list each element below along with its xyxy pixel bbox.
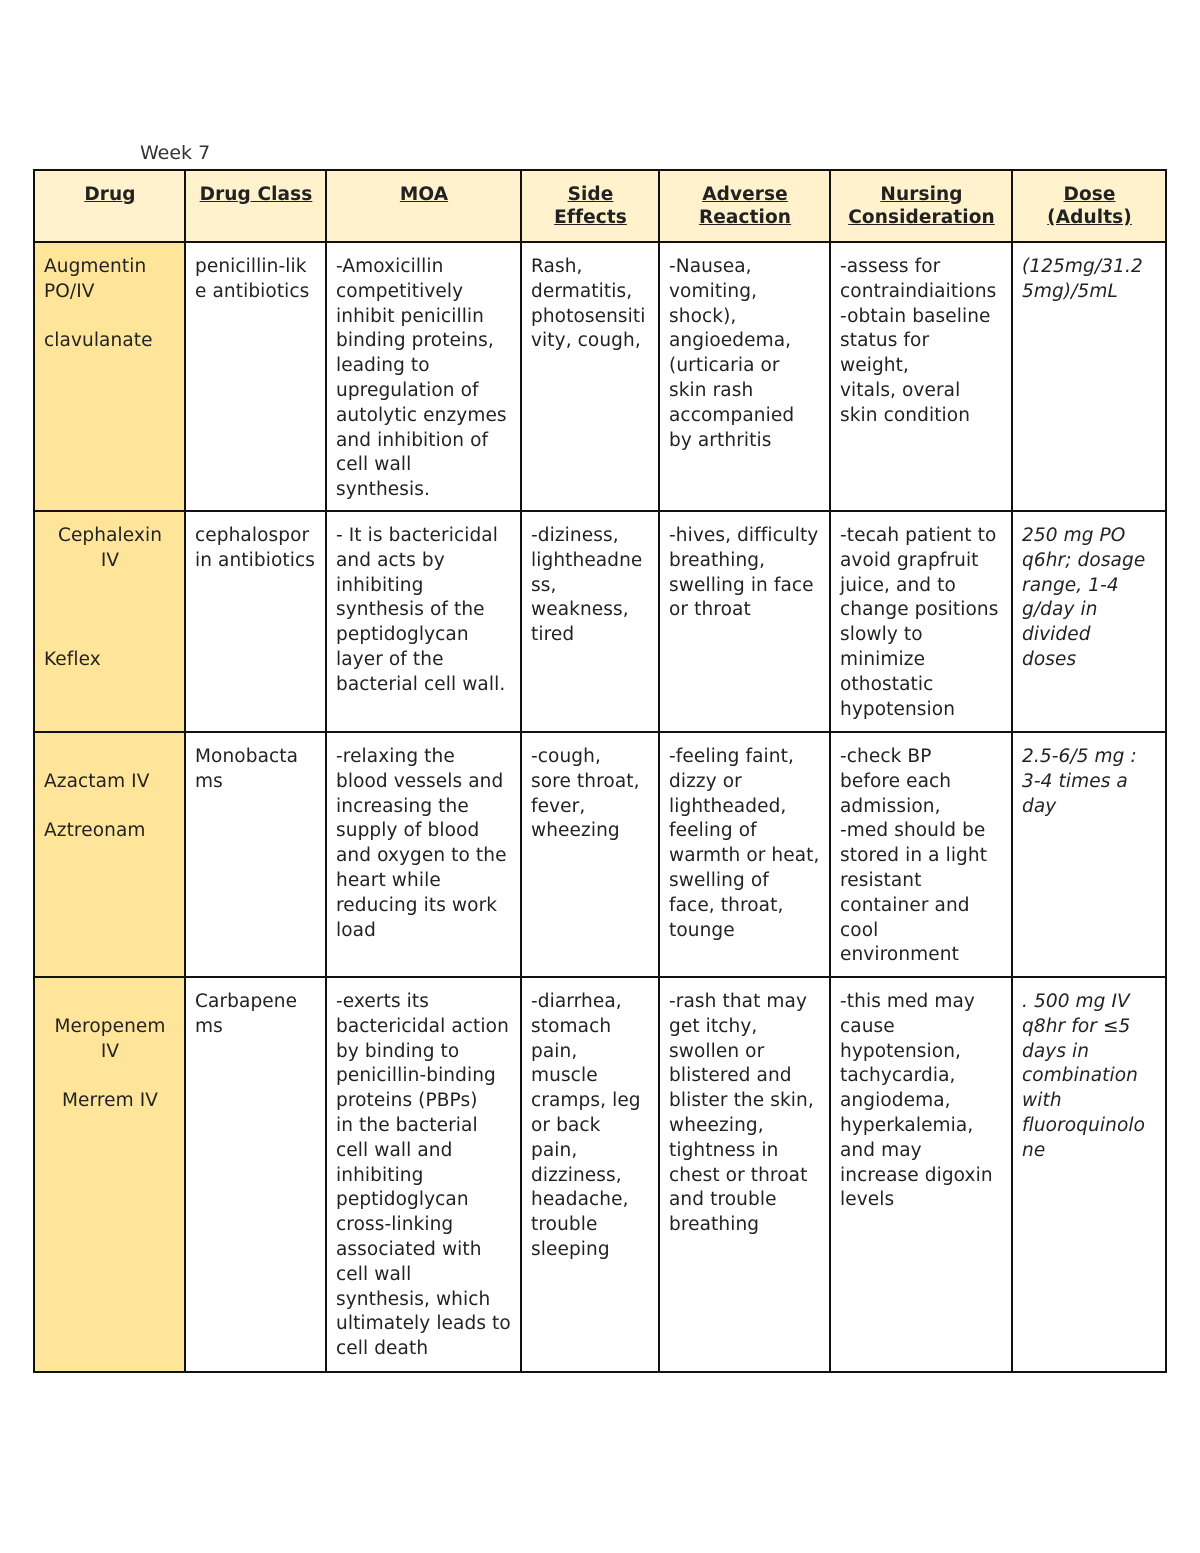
dose-cell: (125mg/31.2 5mg)/5mL (1012, 242, 1166, 511)
adverse-reaction-cell: -feeling faint, dizzy or lightheaded, feeling of warmth or heat, swelling of face, throat, tounge (659, 732, 830, 977)
header-nursing-consideration: Nursing Consideration (830, 170, 1012, 242)
table-header-row (34, 170, 1166, 242)
side-effects-cell: Rash, dermatitis, photosensiti vity, cough, (521, 242, 659, 511)
moa-cell: -Amoxicillin competitively inhibit penicillin binding proteins, leading to upregulation of autolytic enzymes and inhibition of cell wall synthesis. (326, 242, 521, 511)
side-effects-cell: -cough, sore throat, fever, wheezing (521, 732, 659, 977)
drug-table (33, 169, 1167, 1373)
table-row (34, 511, 1166, 732)
table-row (34, 242, 1166, 511)
drug-class-cell: Carbapene ms (185, 977, 326, 1372)
nursing-cell: -check BP before each admission, -med should be stored in a light resistant container and cool environment (830, 732, 1012, 977)
table-row (34, 977, 1166, 1372)
drug-class-cell: Monobacta ms (185, 732, 326, 977)
moa-cell: -exerts its bactericidal action by binding to penicillin-binding proteins (PBPs) in the bacterial cell wall and inhibiting peptidoglycan cross-linking associated with cell wall synthesis, which ultimately leads to cell death (326, 977, 521, 1372)
table-row (34, 732, 1166, 977)
header-side-effects: Side Effects (521, 170, 659, 242)
drug-cell: Augmentin PO/IV clavulanate (34, 242, 185, 511)
header-drug: Drug (34, 170, 185, 242)
moa-cell: -relaxing the blood vessels and increasing the supply of blood and oxygen to the heart while reducing its work load (326, 732, 521, 977)
header-adverse-reaction: Adverse Reaction (659, 170, 830, 242)
dose-cell: 2.5-6/5 mg : 3-4 times a day (1012, 732, 1166, 977)
nursing-cell: -assess for contraindiaitions -obtain baseline status for weight, vitals, overal skin condition (830, 242, 1012, 511)
adverse-reaction-cell: -Nausea, vomiting, shock), angioedema, (urticaria or skin rash accompanied by arthritis (659, 242, 830, 511)
drug-cell: Meropenem IV Merrem IV (34, 977, 185, 1372)
drug-class-cell: penicillin-lik e antibiotics (185, 242, 326, 511)
nursing-cell: -this med may cause hypotension, tachycardia, angiodema, hyperkalemia, and may increase digoxin levels (830, 977, 1012, 1372)
adverse-reaction-cell: -rash that may get itchy, swollen or blistered and blister the skin, wheezing, tightness in chest or throat and trouble breathing (659, 977, 830, 1372)
adverse-reaction-cell: -hives, difficulty breathing, swelling in face or throat (659, 511, 830, 732)
header-dose: Dose (Adults) (1012, 170, 1166, 242)
dose-cell: . 500 mg IV q8hr for ≤5 days in combination with fluoroquinolo ne (1012, 977, 1166, 1372)
header-drug-class: Drug Class (185, 170, 326, 242)
drug-class-cell: cephalospor in antibiotics (185, 511, 326, 732)
dose-cell: 250 mg PO q6hr; dosage range, 1-4 g/day in divided doses (1012, 511, 1166, 732)
moa-cell: - It is bactericidal and acts by inhibiting synthesis of the peptidoglycan layer of the bacterial cell wall. (326, 511, 521, 732)
side-effects-cell: -diarrhea, stomach pain, muscle cramps, leg or back pain, dizziness, headache, trouble sleeping (521, 977, 659, 1372)
drug-name: Cephalexin IV (57, 525, 163, 571)
side-effects-cell: -diziness, lightheadne ss, weakness, tired (521, 511, 659, 732)
header-moa: MOA (326, 170, 521, 242)
page-title: Week 7 (140, 142, 211, 164)
drug-cell: Azactam IV Aztreonam (34, 732, 185, 977)
nursing-cell: -tecah patient to avoid grapfruit juice, and to change positions slowly to minimize othostatic hypotension (830, 511, 1012, 732)
drug-cell (34, 511, 185, 732)
drug-brand: Keflex (44, 648, 101, 670)
